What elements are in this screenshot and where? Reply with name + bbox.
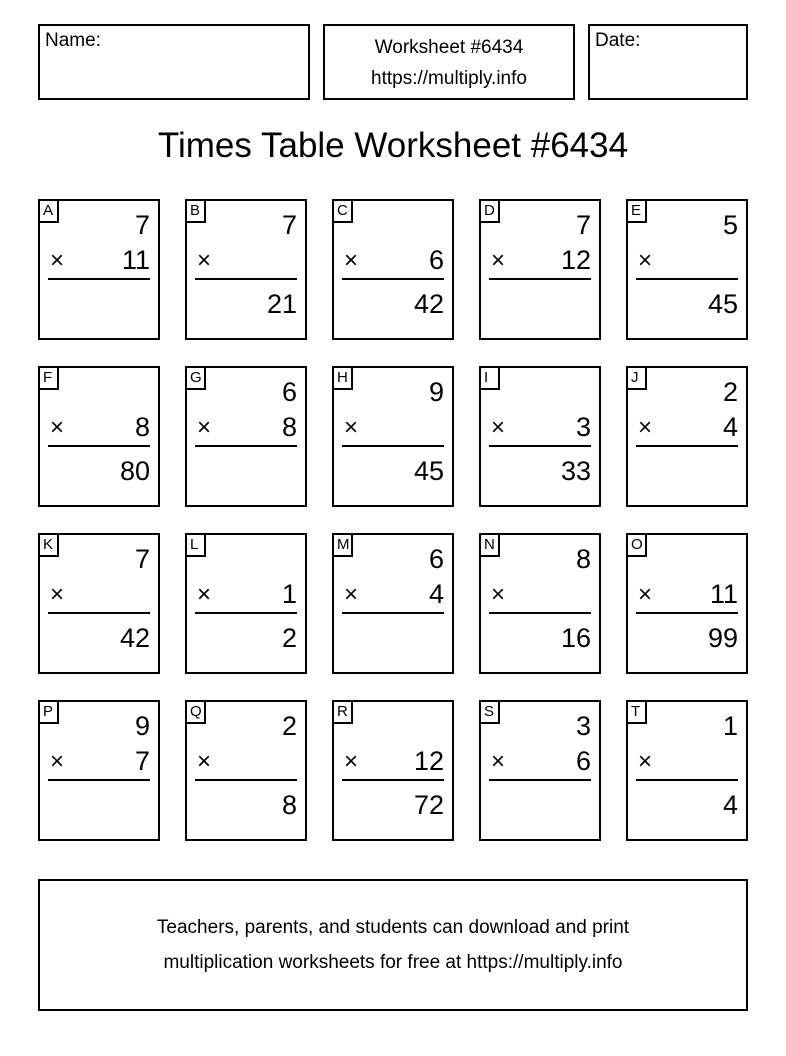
problem-card — [38, 199, 160, 340]
problem-label: J — [626, 366, 647, 390]
page-title: Times Table Worksheet #6434 — [157, 126, 629, 165]
problem-top-factor: 7 — [281, 210, 297, 240]
problem-rule — [636, 612, 738, 614]
multiply-sign: × — [344, 247, 359, 274]
problem-label: O — [626, 533, 647, 557]
problem-rule — [342, 278, 444, 280]
problem-answer: 42 — [119, 623, 150, 653]
problem-card — [332, 199, 454, 340]
problem-top-factor: 9 — [134, 711, 150, 741]
multiply-sign: × — [344, 414, 359, 441]
problem-rule — [342, 612, 444, 614]
multiply-sign: × — [491, 748, 506, 775]
problem-bottom-factor: 6 — [575, 746, 591, 776]
problem-card — [626, 533, 748, 674]
problem-label: S — [479, 700, 500, 724]
problem-rule — [489, 612, 591, 614]
problem-rule — [636, 278, 738, 280]
problem-top-factor: 6 — [281, 377, 297, 407]
problem-label: G — [185, 366, 206, 390]
problem-top-factor: 1 — [722, 711, 738, 741]
problem-label: Q — [185, 700, 206, 724]
problem-label: P — [38, 700, 59, 724]
problem-card — [479, 366, 601, 507]
problem-label: L — [185, 533, 206, 557]
problem-top-factor: 5 — [722, 210, 738, 240]
multiply-sign: × — [50, 748, 65, 775]
problem-bottom-factor: 1 — [281, 579, 297, 609]
problem-top-factor: 2 — [281, 711, 297, 741]
multiply-sign: × — [50, 581, 65, 608]
problem-label: C — [332, 199, 353, 223]
multiply-sign: × — [491, 414, 506, 441]
multiply-sign: × — [638, 748, 653, 775]
problem-bottom-factor: 11 — [709, 579, 738, 609]
multiply-sign: × — [50, 414, 65, 441]
problem-card — [185, 366, 307, 507]
problem-label: A — [38, 199, 59, 223]
problem-card — [479, 533, 601, 674]
problem-label: H — [332, 366, 353, 390]
problem-rule — [48, 445, 150, 447]
problem-answer: 2 — [281, 623, 297, 653]
problem-label: D — [479, 199, 500, 223]
problem-answer: 16 — [560, 623, 591, 653]
problem-rule — [195, 779, 297, 781]
problem-top-factor: 7 — [134, 544, 150, 574]
problem-bottom-factor: 8 — [281, 412, 297, 442]
problem-label: N — [479, 533, 500, 557]
problem-card — [626, 700, 748, 841]
problem-answer: 8 — [281, 790, 297, 820]
problem-card — [38, 366, 160, 507]
multiply-sign: × — [344, 581, 359, 608]
problem-rule — [489, 779, 591, 781]
problem-answer: 33 — [560, 456, 591, 486]
multiply-sign: × — [638, 247, 653, 274]
multiply-sign: × — [50, 247, 65, 274]
multiply-sign: × — [197, 748, 212, 775]
problem-rule — [489, 445, 591, 447]
problem-rule — [195, 278, 297, 280]
problem-bottom-factor: 12 — [560, 245, 591, 275]
problem-card — [185, 700, 307, 841]
problem-rule — [342, 779, 444, 781]
problem-answer: 42 — [413, 289, 444, 319]
problem-card — [185, 533, 307, 674]
problem-rule — [489, 278, 591, 280]
problem-answer: 45 — [413, 456, 444, 486]
multiply-sign: × — [491, 581, 506, 608]
problem-rule — [48, 779, 150, 781]
problem-top-factor: 9 — [428, 377, 444, 407]
multiply-sign: × — [197, 414, 212, 441]
problem-rule — [636, 445, 738, 447]
footer-text-line-1: Teachers, parents, and students can download and print — [156, 917, 630, 938]
problem-rule — [48, 612, 150, 614]
problem-card — [479, 199, 601, 340]
problem-card — [626, 366, 748, 507]
footer-text-line-2: multiplication worksheets for free at https://multiply.info — [163, 952, 623, 973]
problem-answer: 99 — [707, 623, 738, 653]
problem-label: M — [332, 533, 353, 557]
problem-card — [626, 199, 748, 340]
problem-label: F — [38, 366, 59, 390]
problem-card — [185, 199, 307, 340]
problem-top-factor: 6 — [428, 544, 444, 574]
problem-answer: 21 — [266, 289, 297, 319]
problem-card — [38, 533, 160, 674]
problem-bottom-factor: 7 — [134, 746, 150, 776]
problem-top-factor: 3 — [575, 711, 591, 741]
footer-box — [38, 879, 748, 1011]
problem-card — [479, 700, 601, 841]
problem-bottom-factor: 3 — [575, 412, 591, 442]
problem-bottom-factor: 8 — [134, 412, 150, 442]
problem-bottom-factor: 12 — [413, 746, 444, 776]
multiply-sign: × — [638, 414, 653, 441]
multiply-sign: × — [197, 581, 212, 608]
problem-card — [332, 366, 454, 507]
problem-label: I — [479, 366, 500, 390]
problem-card — [332, 533, 454, 674]
worksheet-number: Worksheet #6434 — [374, 37, 524, 58]
problem-answer: 45 — [707, 289, 738, 319]
problem-rule — [195, 612, 297, 614]
problem-card — [38, 700, 160, 841]
problem-rule — [48, 278, 150, 280]
problem-answer: 80 — [119, 456, 150, 486]
problem-answer: 72 — [413, 790, 444, 820]
problem-bottom-factor: 4 — [428, 579, 444, 609]
problem-top-factor: 8 — [575, 544, 591, 574]
date-label: Date: — [595, 30, 641, 51]
problem-label: K — [38, 533, 59, 557]
problem-label: T — [626, 700, 647, 724]
worksheet-url: https://multiply.info — [371, 68, 527, 89]
problem-rule — [342, 445, 444, 447]
multiply-sign: × — [491, 247, 506, 274]
problem-top-factor: 7 — [134, 210, 150, 240]
problem-top-factor: 7 — [575, 210, 591, 240]
problem-bottom-factor: 4 — [722, 412, 738, 442]
problem-label: E — [626, 199, 647, 223]
multiply-sign: × — [638, 581, 653, 608]
problem-top-factor: 2 — [722, 377, 738, 407]
problem-rule — [636, 779, 738, 781]
problem-rule — [195, 445, 297, 447]
problem-bottom-factor: 6 — [428, 245, 444, 275]
name-label: Name: — [45, 30, 101, 51]
problem-card — [332, 700, 454, 841]
problem-label: B — [185, 199, 206, 223]
problem-label: R — [332, 700, 353, 724]
multiply-sign: × — [344, 748, 359, 775]
problem-bottom-factor: 11 — [121, 245, 150, 275]
multiply-sign: × — [197, 247, 212, 274]
problem-answer: 4 — [722, 790, 738, 820]
